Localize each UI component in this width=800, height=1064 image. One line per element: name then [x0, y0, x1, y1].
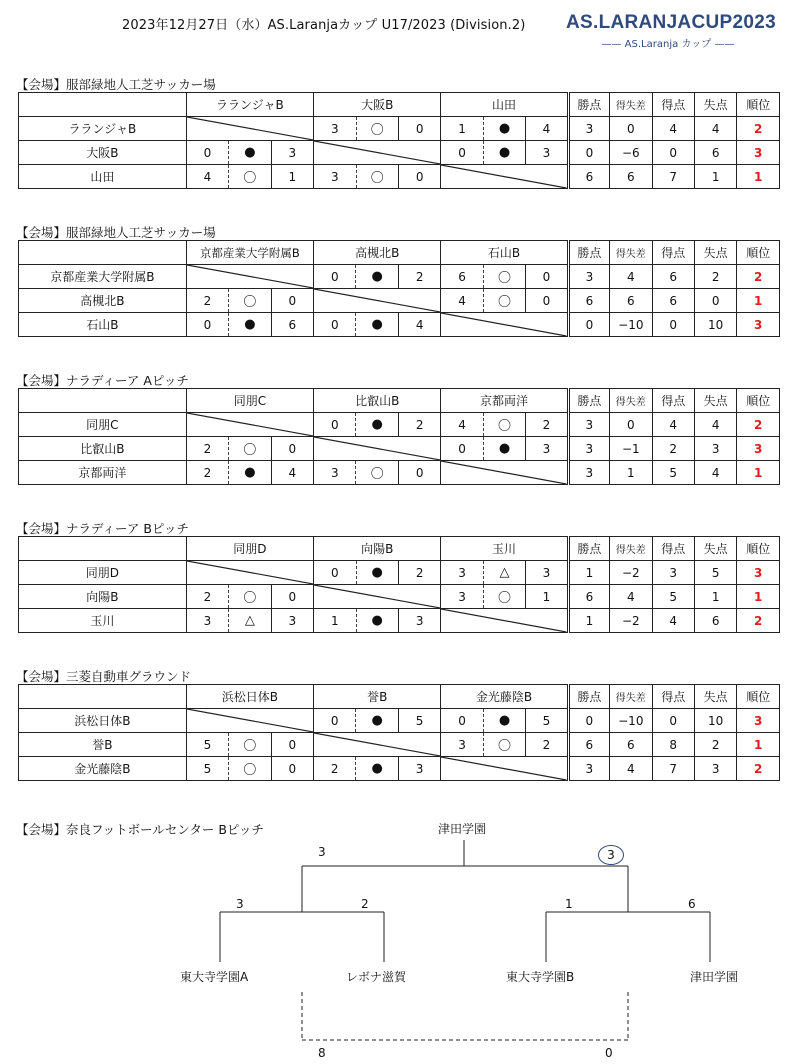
win-points: 1 [568, 609, 609, 633]
goals-against: 3 [694, 437, 736, 461]
score-against: 4 [526, 117, 568, 141]
result-mark: 〇 [483, 413, 525, 437]
rank-header: 順位 [737, 537, 780, 561]
goal-diff: −2 [610, 561, 652, 585]
result-mark: 〇 [483, 265, 525, 289]
result-mark: 〇 [356, 117, 398, 141]
result-mark: ● [229, 461, 271, 485]
score-for: 0 [186, 141, 228, 165]
goal-diff: 6 [610, 733, 652, 757]
win-points: 6 [568, 165, 609, 189]
score-for: 3 [441, 733, 483, 757]
score-for: 0 [314, 413, 356, 437]
goal-diff: −6 [610, 141, 652, 165]
goal-diff: 4 [610, 585, 652, 609]
rank: 2 [737, 117, 780, 141]
score-against: 0 [398, 165, 440, 189]
win-points: 3 [568, 413, 609, 437]
score-for: 2 [314, 757, 356, 781]
score-against: 0 [271, 585, 313, 609]
rank: 1 [737, 585, 780, 609]
goals-for-header: 得点 [652, 389, 694, 413]
rank: 2 [737, 609, 780, 633]
venue-label: 【会場】ナラディーア Aピッチ [16, 373, 189, 388]
score-against: 3 [398, 609, 440, 633]
result-mark: ● [483, 141, 525, 165]
row-team-name: 大阪B [19, 141, 187, 165]
row-team-name: 同朋C [19, 413, 187, 437]
goals-against: 1 [694, 165, 736, 189]
score-for: 2 [186, 289, 228, 313]
score-against: 5 [398, 709, 440, 733]
win-points: 6 [568, 585, 609, 609]
goals-for: 4 [652, 117, 694, 141]
goal-diff: −1 [610, 437, 652, 461]
goals-for: 7 [652, 757, 694, 781]
goal-diff: −2 [610, 609, 652, 633]
win-points: 3 [568, 461, 609, 485]
goals-for: 6 [652, 265, 694, 289]
column-team-header: 浜松日体B [186, 685, 313, 709]
goals-against: 6 [694, 609, 736, 633]
score-against: 3 [271, 141, 313, 165]
score-for: 2 [186, 585, 228, 609]
goals-against: 10 [694, 313, 736, 337]
result-mark: ● [483, 709, 525, 733]
bracket-winner: 津田学園 [438, 822, 487, 836]
score-for: 3 [314, 461, 356, 485]
score-for: 2 [186, 437, 228, 461]
goals-for: 0 [652, 141, 694, 165]
win-points: 3 [568, 437, 609, 461]
result-mark: 〇 [229, 585, 271, 609]
score-for: 0 [441, 437, 483, 461]
win-points: 6 [568, 733, 609, 757]
venue-label: 【会場】三菱自動車グラウンド [16, 669, 192, 684]
goals-against: 2 [694, 265, 736, 289]
score-against: 2 [398, 413, 440, 437]
score-against: 2 [526, 413, 568, 437]
goals-against: 4 [694, 117, 736, 141]
column-team-header: 同朋C [186, 389, 313, 413]
rank: 2 [737, 265, 780, 289]
venue-label: 【会場】ナラディーア Bピッチ [16, 521, 189, 536]
final-score-right: 3 [598, 845, 624, 865]
goal-diff-header: 得失差 [610, 685, 652, 709]
goals-against-header: 失点 [694, 389, 736, 413]
goals-for: 0 [652, 313, 694, 337]
goals-against: 4 [694, 461, 736, 485]
score-for: 3 [314, 165, 356, 189]
rank: 1 [737, 733, 780, 757]
score-against: 0 [398, 117, 440, 141]
result-mark: 〇 [483, 733, 525, 757]
column-team-header: 山田 [441, 93, 568, 117]
goals-for-header: 得点 [652, 537, 694, 561]
row-team-name: 比叡山B [19, 437, 187, 461]
win-points-header: 勝点 [568, 389, 609, 413]
score-for: 5 [186, 733, 228, 757]
result-mark: ● [356, 265, 398, 289]
result-mark: 〇 [229, 757, 271, 781]
goal-diff: 6 [610, 165, 652, 189]
row-team-name: 石山B [19, 313, 187, 337]
goals-against-header: 失点 [694, 93, 736, 117]
win-points-header: 勝点 [568, 685, 609, 709]
row-team-name: 同朋D [19, 561, 187, 585]
bracket-team-4: 津田学園 [690, 970, 739, 984]
logo-sub: —— AS.Laranja カップ —— [601, 39, 735, 50]
goals-against-header: 失点 [694, 685, 736, 709]
score-for: 0 [441, 141, 483, 165]
third-place-score-left: 8 [318, 1046, 326, 1060]
column-team-header: ラランジャB [186, 93, 313, 117]
score-against: 0 [526, 289, 568, 313]
bracket-venue: 【会場】奈良フットボールセンター Bピッチ [16, 822, 264, 837]
win-points-header: 勝点 [568, 241, 609, 265]
score-for: 3 [441, 585, 483, 609]
row-team-name: 山田 [19, 165, 187, 189]
rank: 3 [737, 709, 780, 733]
row-team-name: 誉B [19, 733, 187, 757]
row-team-name: 玉川 [19, 609, 187, 633]
score-against: 3 [526, 561, 568, 585]
goal-diff: 1 [610, 461, 652, 485]
score-against: 3 [526, 141, 568, 165]
result-mark: ● [483, 437, 525, 461]
column-team-header: 金光藤陰B [441, 685, 568, 709]
goals-against-header: 失点 [694, 241, 736, 265]
rank-header: 順位 [737, 241, 780, 265]
score-for: 0 [441, 709, 483, 733]
score-for: 3 [441, 561, 483, 585]
result-mark: ● [483, 117, 525, 141]
goal-diff-header: 得失差 [610, 389, 652, 413]
final-score-left: 3 [318, 845, 326, 859]
score-for: 4 [441, 289, 483, 313]
score-for: 5 [186, 757, 228, 781]
result-mark: 〇 [229, 437, 271, 461]
goal-diff: 6 [610, 289, 652, 313]
goals-for: 4 [652, 413, 694, 437]
score-for: 4 [441, 413, 483, 437]
score-for: 0 [314, 709, 356, 733]
score-against: 0 [271, 289, 313, 313]
score-against: 1 [271, 165, 313, 189]
goals-for: 5 [652, 461, 694, 485]
column-team-header: 向陽B [314, 537, 441, 561]
result-mark: 〇 [229, 165, 271, 189]
row-team-name: 金光藤陰B [19, 757, 187, 781]
rank: 2 [737, 757, 780, 781]
score-against: 2 [398, 265, 440, 289]
goals-against: 4 [694, 413, 736, 437]
semi1-score-left: 3 [236, 897, 244, 911]
score-for: 4 [186, 165, 228, 189]
column-team-header: 京都産業大学附属B [186, 241, 313, 265]
score-against: 5 [526, 709, 568, 733]
semi2-score-right: 6 [688, 897, 696, 911]
goals-against: 3 [694, 757, 736, 781]
column-team-header: 玉川 [441, 537, 568, 561]
score-against: 3 [526, 437, 568, 461]
score-against: 1 [526, 585, 568, 609]
goal-diff-header: 得失差 [610, 537, 652, 561]
semi1-score-right: 2 [361, 897, 369, 911]
rank-header: 順位 [737, 93, 780, 117]
result-mark: 〇 [356, 165, 398, 189]
win-points: 3 [568, 265, 609, 289]
column-team-header: 大阪B [314, 93, 441, 117]
score-for: 0 [314, 561, 356, 585]
goals-for-header: 得点 [652, 241, 694, 265]
row-team-name: 向陽B [19, 585, 187, 609]
rank-header: 順位 [737, 389, 780, 413]
bracket-team-1: 東大寺学園A [180, 970, 249, 984]
score-for: 6 [441, 265, 483, 289]
score-for: 1 [314, 609, 356, 633]
bracket-team-2: レボナ滋賀 [346, 970, 407, 984]
column-team-header: 誉B [314, 685, 441, 709]
result-mark: ● [356, 313, 398, 337]
column-team-header: 比叡山B [314, 389, 441, 413]
score-against: 0 [398, 461, 440, 485]
score-against: 4 [271, 461, 313, 485]
result-mark: ● [356, 709, 398, 733]
bracket-team-3: 東大寺学園B [506, 970, 575, 984]
score-for: 0 [314, 265, 356, 289]
goals-for: 8 [652, 733, 694, 757]
rank-header: 順位 [737, 685, 780, 709]
row-team-name: 京都産業大学附属B [19, 265, 187, 289]
win-points: 0 [568, 313, 609, 337]
score-against: 0 [271, 757, 313, 781]
result-mark: ● [229, 141, 271, 165]
result-mark: ● [356, 757, 398, 781]
result-mark: △ [483, 561, 525, 585]
score-for: 3 [314, 117, 356, 141]
score-for: 1 [441, 117, 483, 141]
column-team-header: 高槻北B [314, 241, 441, 265]
goals-against: 0 [694, 289, 736, 313]
score-for: 2 [186, 461, 228, 485]
result-mark: 〇 [229, 733, 271, 757]
win-points: 0 [568, 141, 609, 165]
logo-main: AS.LARANJACUP2023 [566, 12, 776, 33]
column-team-header: 石山B [441, 241, 568, 265]
goals-against: 2 [694, 733, 736, 757]
goals-for: 6 [652, 289, 694, 313]
goal-diff: 4 [610, 757, 652, 781]
score-for: 0 [186, 313, 228, 337]
rank: 3 [737, 313, 780, 337]
goals-for: 7 [652, 165, 694, 189]
goals-for: 2 [652, 437, 694, 461]
goals-against: 1 [694, 585, 736, 609]
goals-for: 3 [652, 561, 694, 585]
goals-against: 6 [694, 141, 736, 165]
goal-diff-header: 得失差 [610, 241, 652, 265]
win-points: 6 [568, 289, 609, 313]
goals-against: 5 [694, 561, 736, 585]
goals-for: 4 [652, 609, 694, 633]
score-against: 3 [271, 609, 313, 633]
win-points-header: 勝点 [568, 537, 609, 561]
result-mark: ● [356, 561, 398, 585]
result-mark: △ [229, 609, 271, 633]
score-against: 0 [271, 733, 313, 757]
goal-diff: −10 [610, 313, 652, 337]
rank: 1 [737, 165, 780, 189]
result-mark: ● [356, 609, 398, 633]
result-mark: 〇 [483, 289, 525, 313]
result-mark: ● [229, 313, 271, 337]
venue-label: 【会場】服部緑地人工芝サッカー場 [16, 225, 216, 240]
rank: 1 [737, 461, 780, 485]
goals-for: 0 [652, 709, 694, 733]
goals-for: 5 [652, 585, 694, 609]
rank: 3 [737, 561, 780, 585]
rank: 2 [737, 413, 780, 437]
score-for: 3 [186, 609, 228, 633]
goals-against: 10 [694, 709, 736, 733]
rank: 3 [737, 141, 780, 165]
goals-for-header: 得点 [652, 685, 694, 709]
score-against: 0 [271, 437, 313, 461]
goal-diff-header: 得失差 [610, 93, 652, 117]
score-against: 4 [398, 313, 440, 337]
score-for: 0 [314, 313, 356, 337]
score-against: 2 [526, 733, 568, 757]
column-team-header: 同朋D [186, 537, 313, 561]
page-title: 2023年12月27日（水）AS.Laranjaカップ U17/2023 (Division.2) [122, 18, 526, 33]
goal-diff: 0 [610, 117, 652, 141]
semi2-score-left: 1 [565, 897, 573, 911]
win-points: 3 [568, 117, 609, 141]
column-team-header: 京都両洋 [441, 389, 568, 413]
result-mark: 〇 [229, 289, 271, 313]
goal-diff: −10 [610, 709, 652, 733]
win-points: 3 [568, 757, 609, 781]
result-mark: 〇 [356, 461, 398, 485]
win-points: 0 [568, 709, 609, 733]
result-mark: ● [356, 413, 398, 437]
win-points-header: 勝点 [568, 93, 609, 117]
venue-label: 【会場】服部緑地人工芝サッカー場 [16, 77, 216, 92]
row-team-name: 京都両洋 [19, 461, 187, 485]
goal-diff: 0 [610, 413, 652, 437]
rank: 1 [737, 289, 780, 313]
result-mark: 〇 [483, 585, 525, 609]
goals-for-header: 得点 [652, 93, 694, 117]
goals-against-header: 失点 [694, 537, 736, 561]
goal-diff: 4 [610, 265, 652, 289]
row-team-name: ラランジャB [19, 117, 187, 141]
row-team-name: 高槻北B [19, 289, 187, 313]
third-place-score-right: 0 [605, 1046, 613, 1060]
score-against: 0 [526, 265, 568, 289]
score-against: 6 [271, 313, 313, 337]
win-points: 1 [568, 561, 609, 585]
row-team-name: 浜松日体B [19, 709, 187, 733]
score-against: 3 [398, 757, 440, 781]
rank: 3 [737, 437, 780, 461]
score-against: 2 [398, 561, 440, 585]
